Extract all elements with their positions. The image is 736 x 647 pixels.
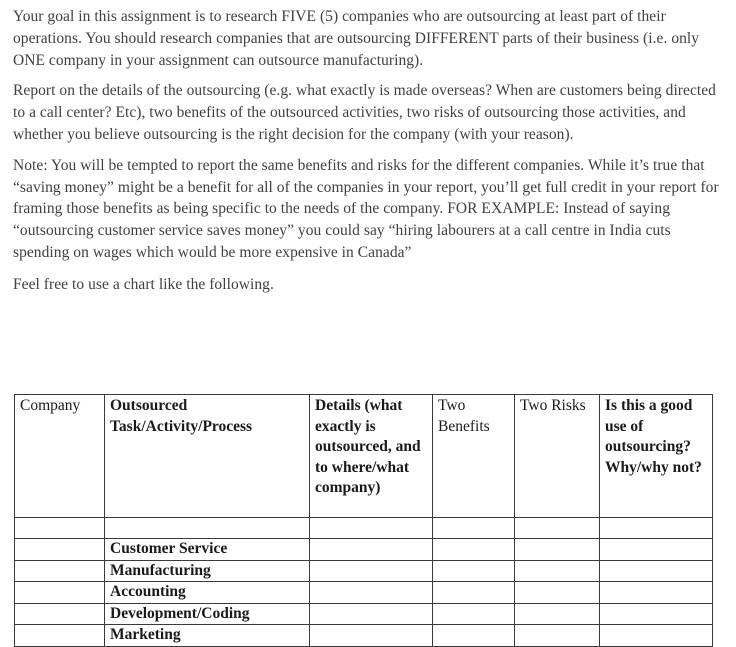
table-row (15, 603, 713, 625)
table-cell (600, 625, 713, 647)
table-row (15, 582, 713, 604)
goal-paragraph: Your goal in this assignment is to research FIVE (5) companies who are outsourcing at least part of their operations. You should research companies that are outsourcing DIFFERENT parts of their business (i.e. only ONE company in your assignment can outsource manufacturing). (13, 8, 700, 69)
header-two-risks: Two Risks (515, 395, 600, 518)
table-cell (515, 582, 600, 604)
activity-marketing: Marketing (105, 625, 310, 647)
table-cell (600, 603, 713, 625)
table-cell (515, 625, 600, 647)
header-outsourced-task: Outsourced Task/Activity/Process (105, 395, 310, 518)
activity-development-coding: Development/Coding (105, 603, 310, 625)
table-cell (433, 603, 515, 625)
table-row (15, 625, 713, 647)
table-row (15, 518, 713, 539)
table-cell (310, 560, 433, 582)
table-cell (515, 560, 600, 582)
table-cell (433, 560, 515, 582)
table-cell (433, 539, 515, 561)
note-paragraph: Note: You will be tempted to report the same benefits and risks for the different companies. While it’s true that “saving money” might be a benefit for all of the companies in your report, you’ll get full credit in your report for framing those benefits as being specific to the needs of the company. FOR EXAMPLE: Instead of saying “outsourcing customer service saves money” you could say “hiring labourers at a call centre in India cuts spending on wages which would be more expensive in Canada” (13, 156, 719, 261)
header-two-benefits: Two Benefits (433, 395, 515, 518)
table-cell (600, 582, 713, 604)
table-row (15, 539, 713, 561)
table-cell (515, 603, 600, 625)
chart-intro-paragraph: Feel free to use a chart like the following. (13, 275, 274, 293)
table-header-row (15, 395, 713, 518)
table-cell (515, 539, 600, 561)
header-company: Company (15, 395, 105, 518)
activity-customer-service: Customer Service (105, 539, 310, 561)
table-cell (310, 539, 433, 561)
table-row (15, 560, 713, 582)
table-cell (15, 518, 105, 539)
table-cell (600, 539, 713, 561)
table-cell (15, 582, 105, 604)
header-good-use: Is this a good use of outsourcing? Why/why not? (600, 395, 713, 518)
table-cell (433, 582, 515, 604)
table-cell (15, 603, 105, 625)
table-cell (310, 625, 433, 647)
table-cell (15, 625, 105, 647)
header-details: Details (what exactly is outsourced, and to where/what company) (310, 395, 433, 518)
assignment-document (13, 6, 725, 304)
table-cell (310, 603, 433, 625)
report-paragraph: Report on the details of the outsourcing (e.g. what exactly is made overseas? When are customers being directed to a call center? Etc), two benefits of the outsourced activities, two risks of outsourcing those activities, and whether you believe outsourcing is the right decision for the company (with your reason). (13, 82, 716, 143)
table-cell (310, 518, 433, 539)
table-cell (433, 518, 515, 539)
table-cell (433, 625, 515, 647)
table-cell (310, 582, 433, 604)
table-cell (515, 518, 600, 539)
activity-accounting: Accounting (105, 582, 310, 604)
activity-manufacturing: Manufacturing (105, 560, 310, 582)
table-cell (105, 518, 310, 539)
table-cell (600, 560, 713, 582)
table-cell (15, 560, 105, 582)
outsourcing-chart-table (14, 394, 713, 647)
table-cell (15, 539, 105, 561)
table-cell (600, 518, 713, 539)
